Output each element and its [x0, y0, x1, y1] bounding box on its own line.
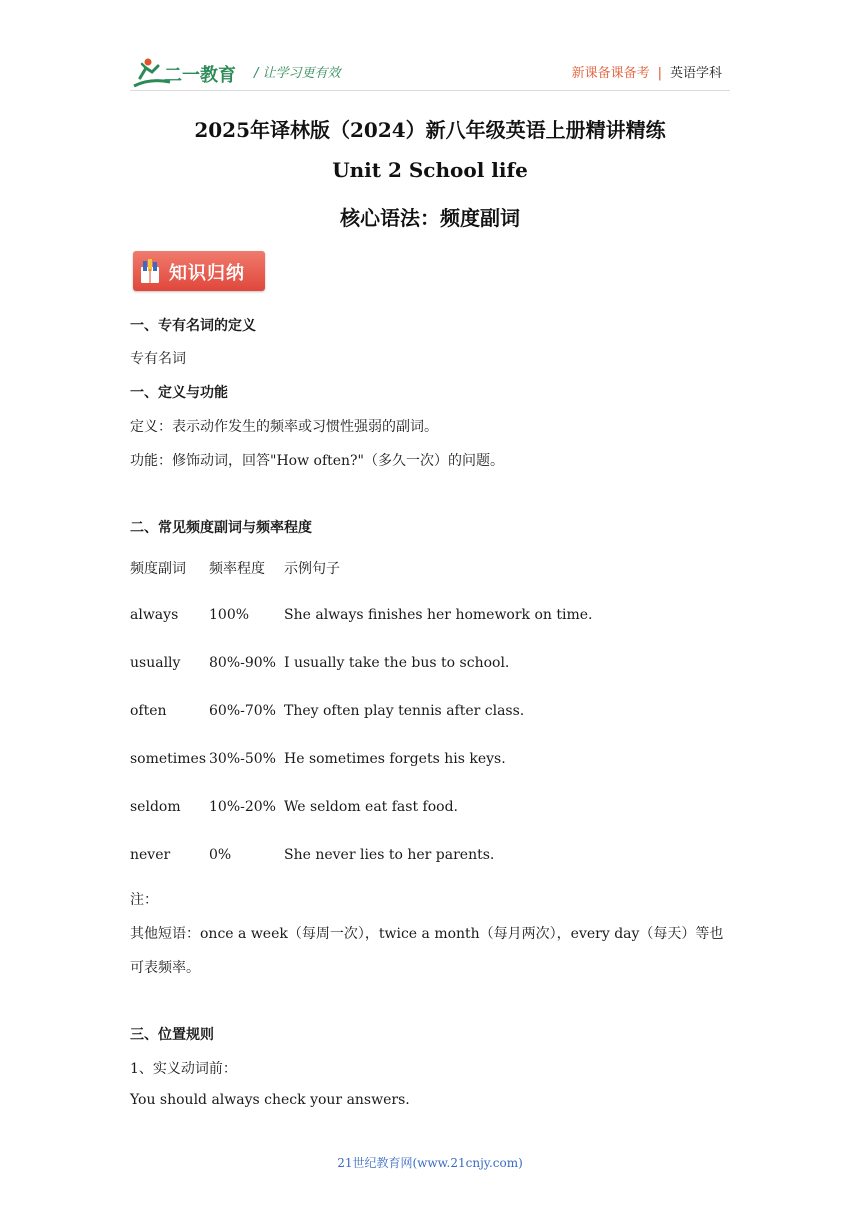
unit-title: Unit 2 School life [332, 158, 528, 182]
table-row [130, 703, 730, 723]
brand-name: 二一教育 [164, 65, 236, 86]
table-row [130, 751, 730, 771]
rule-1-example: You should always check your answers. [130, 1092, 410, 1108]
section-heading-2: 一、定义与功能 [130, 385, 228, 401]
frequency-cell: 80%-90% [209, 655, 276, 671]
table-row [130, 655, 730, 675]
function-text: 功能：修饰动词，回答"How often?"（多久一次）的问题。 [130, 453, 504, 469]
page-footer: 21世纪教育网(www.21cnjy.com) [337, 1156, 523, 1170]
adverb-cell: sometimes [130, 751, 207, 767]
section-1-text: 专有名词 [130, 351, 186, 367]
knowledge-summary-badge [133, 251, 265, 291]
header-left-label: 新课备课备考 [571, 66, 650, 81]
example-cell: She always finishes her homework on time. [284, 607, 593, 623]
frequency-cell: 100% [209, 607, 250, 623]
definition-text: 定义：表示动作发生的频率或习惯性强弱的副词。 [130, 419, 438, 435]
example-cell: He sometimes forgets his keys. [284, 751, 506, 767]
example-cell: They often play tennis after class. [284, 703, 525, 719]
header-right-label: 英语学科 [669, 66, 722, 81]
note-label: 注： [130, 892, 158, 908]
frequency-cell: 30%-50% [209, 751, 276, 767]
table-header-cell: 示例句子 [284, 561, 340, 577]
header-divider [130, 90, 730, 91]
topic-title: 核心语法：频度副词 [340, 206, 520, 230]
frequency-cell: 60%-70% [209, 703, 276, 719]
adverb-cell: often [130, 703, 167, 719]
adverb-cell: seldom [130, 799, 181, 815]
adverb-cell: always [130, 607, 179, 623]
table-row [130, 607, 730, 627]
header-separator: | [657, 66, 662, 81]
book-icon [139, 257, 161, 285]
adverb-cell: never [130, 847, 171, 863]
section-heading-3: 二、常见频度副词与频率程度 [130, 520, 312, 536]
rule-1: 1、实义动词前： [130, 1061, 237, 1077]
brand-logo [130, 56, 246, 90]
header-subject [572, 62, 722, 81]
frequency-cell: 0% [209, 847, 232, 863]
table-header-cell: 频度副词 [130, 561, 186, 577]
table-row [130, 799, 730, 819]
frequency-cell: 10%-20% [209, 799, 276, 815]
section-heading-4: 三、位置规则 [130, 1027, 214, 1043]
badge-label: 知识归纳 [169, 263, 245, 284]
slogan: / 让学习更有效 [254, 66, 341, 81]
document-title: 2025年译林版（2024）新八年级英语上册精讲精练 [194, 118, 666, 142]
page-header [130, 52, 730, 92]
table-row [130, 847, 730, 867]
example-cell: I usually take the bus to school. [284, 655, 510, 671]
note-line-1: 其他短语：once a week（每周一次），twice a month（每月两次），every day（每天）等也 [130, 926, 724, 942]
table-header-cell: 频率程度 [209, 561, 265, 577]
adverb-cell: usually [130, 655, 181, 671]
table-header-row [130, 558, 730, 578]
example-cell: She never lies to her parents. [284, 847, 495, 863]
section-heading-1: 一、专有名词的定义 [130, 318, 256, 334]
example-cell: We seldom eat fast food. [284, 799, 458, 815]
note-line-2: 可表频率。 [130, 960, 200, 976]
